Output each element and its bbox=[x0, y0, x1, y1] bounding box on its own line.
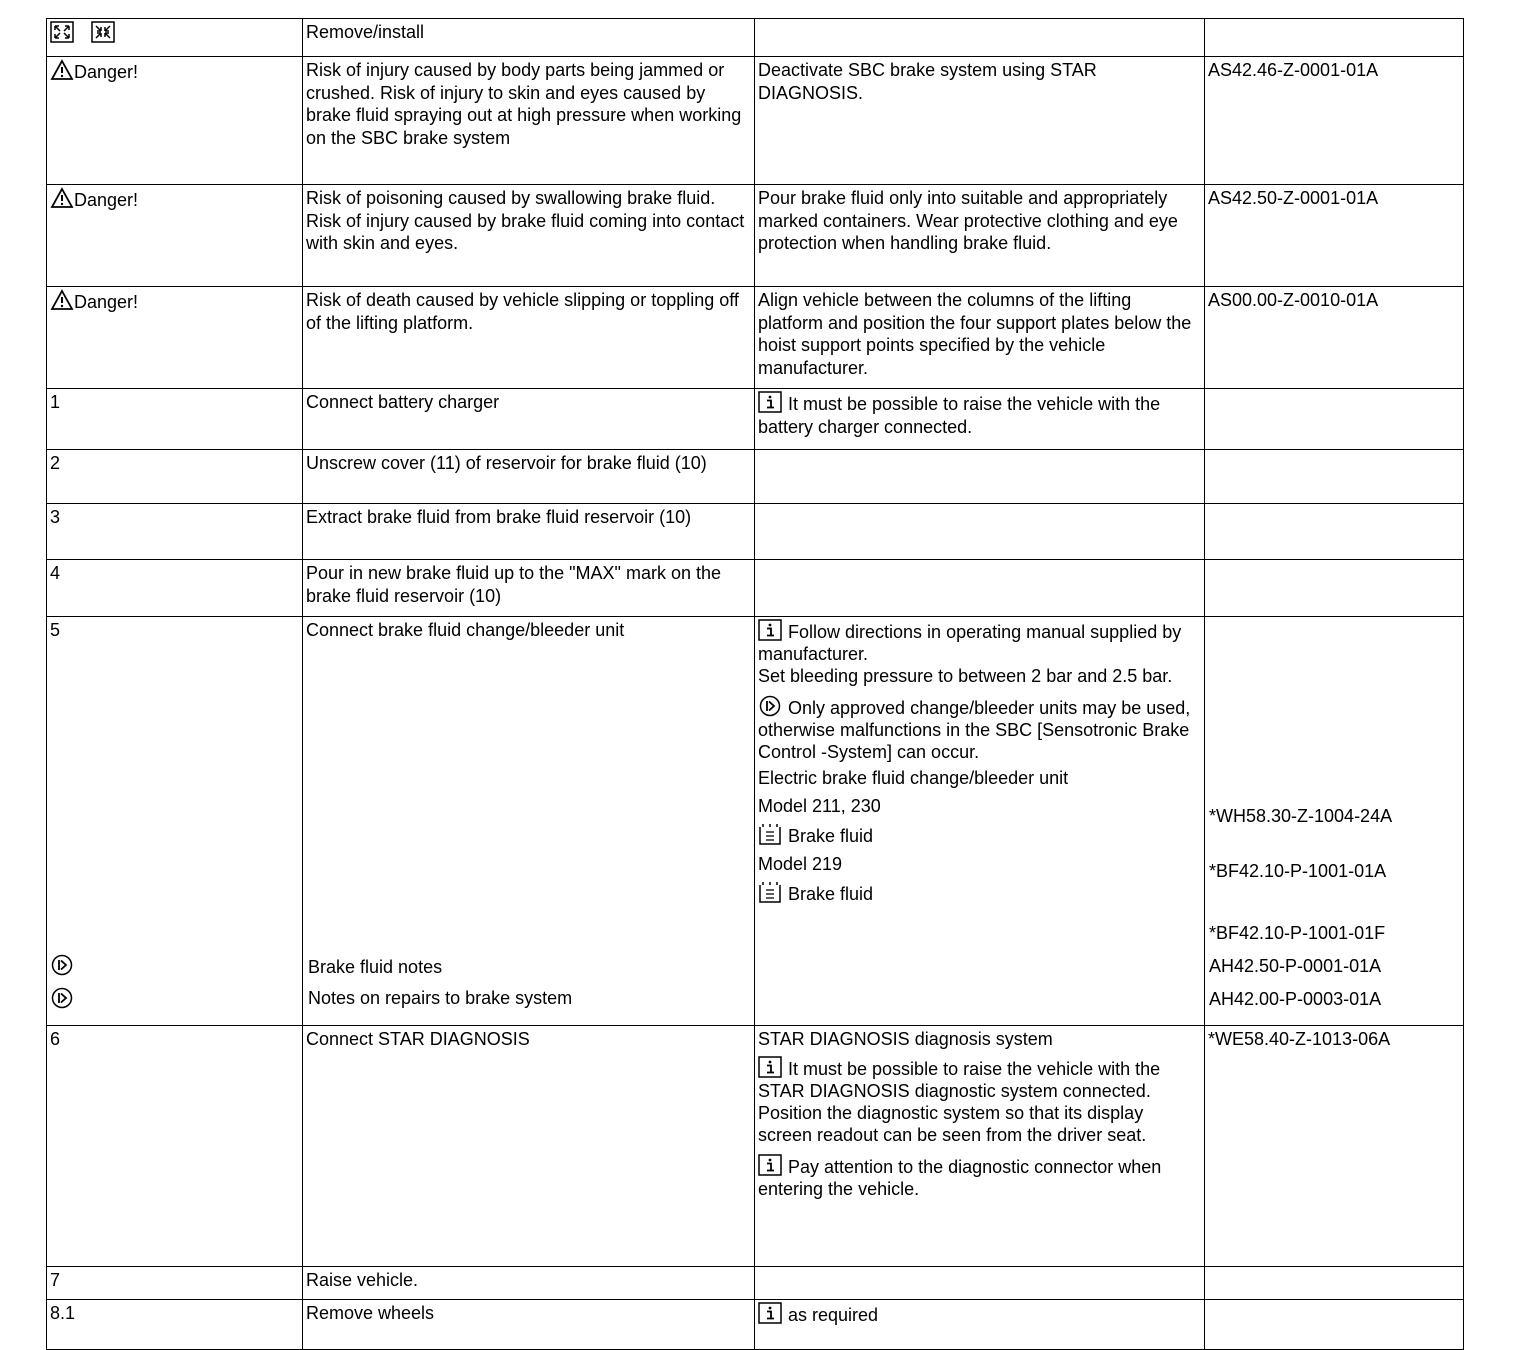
danger-row bbox=[47, 57, 1464, 185]
step-number: 2 bbox=[47, 450, 303, 504]
position-note: Position the diagnostic system so that its display screen readout can be seen from the driver seat. bbox=[758, 1103, 1147, 1145]
measure-text: Pour brake fluid only into suitable and appropriately marked containers. Wear protective clothing and eye protection when handling brake fluid. bbox=[755, 185, 1205, 287]
install-icon bbox=[91, 21, 115, 43]
notes-icon bbox=[50, 954, 74, 982]
measure-text: Deactivate SBC brake system using STAR DIAGNOSIS. bbox=[755, 57, 1205, 185]
risk-text: Risk of death caused by vehicle slipping or toppling off of the lifting platform. bbox=[303, 287, 755, 389]
info-note: Pay attention to the diagnostic connector when entering the vehicle. bbox=[758, 1157, 1162, 1199]
system-label: STAR DIAGNOSIS diagnosis system bbox=[758, 1029, 1053, 1049]
caution-icon bbox=[758, 695, 782, 717]
info-icon bbox=[758, 1154, 782, 1176]
reference-code: AS42.46-Z-0001-01A bbox=[1205, 57, 1464, 185]
reference-code[interactable]: *BF42.10-P-1001-01A bbox=[1209, 861, 1387, 881]
risk-text: Risk of injury caused by body parts being jammed or crushed. Risk of injury to skin and eyes caused by brake fluid spraying out at high pressure when working on the SBC brake system bbox=[303, 57, 755, 185]
unit-label: Electric brake fluid change/bleeder unit bbox=[758, 768, 1069, 788]
reference-code[interactable]: AH42.00-P-0003-01A bbox=[1209, 989, 1382, 1009]
step-text: Connect STAR DIAGNOSIS bbox=[303, 1026, 755, 1267]
step-text: Remove wheels bbox=[303, 1300, 755, 1350]
step-row bbox=[47, 1267, 1464, 1300]
info-icon bbox=[758, 1302, 782, 1324]
risk-text: Risk of poisoning caused by swallowing brake fluid. Risk of injury caused by brake fluid coming into contact with skin and eyes. bbox=[303, 185, 755, 287]
step-number: 8.1 bbox=[47, 1300, 303, 1350]
info-note: Follow directions in operating manual supplied by manufacturer. bbox=[758, 622, 1182, 664]
reference-code[interactable]: *WE58.40-Z-1013-06A bbox=[1205, 1026, 1464, 1267]
danger-label: Danger! bbox=[74, 190, 139, 210]
danger-row bbox=[47, 287, 1464, 389]
reference-code: AS00.00-Z-0010-01A bbox=[1205, 287, 1464, 389]
reference-code[interactable]: *BF42.10-P-1001-01F bbox=[1209, 923, 1386, 943]
remove-icon bbox=[50, 21, 74, 43]
header-icons-cell bbox=[47, 19, 303, 57]
step-row bbox=[47, 617, 1464, 1026]
info-icon bbox=[758, 391, 782, 413]
warning-triangle-icon bbox=[50, 59, 74, 81]
info-icon bbox=[758, 619, 782, 641]
fluid-label: Brake fluid bbox=[788, 884, 874, 904]
step-row bbox=[47, 1026, 1464, 1267]
fluid-label: Brake fluid bbox=[788, 826, 874, 846]
danger-label: Danger! bbox=[74, 292, 139, 312]
pressure-note: Set bleeding pressure to between 2 bar and 2.5 bar. bbox=[758, 666, 1173, 686]
info-icon bbox=[758, 1056, 782, 1078]
step-row bbox=[47, 1300, 1464, 1350]
caution-note: Only approved change/bleeder units may be used, otherwise malfunctions in the SBC [Sensotronic Brake Control -System] can occur. bbox=[758, 698, 1191, 762]
fluid-container-icon bbox=[758, 881, 782, 903]
step-number: 3 bbox=[47, 504, 303, 560]
step-number: 6 bbox=[47, 1026, 303, 1267]
step-number: 5 bbox=[50, 620, 61, 640]
step-text: Connect battery charger bbox=[303, 389, 755, 450]
procedure-table bbox=[46, 18, 1464, 1350]
info-note: It must be possible to raise the vehicle with the STAR DIAGNOSIS diagnostic system connected. bbox=[758, 1059, 1161, 1101]
fluid-container-icon bbox=[758, 823, 782, 845]
reference-code[interactable]: *WH58.30-Z-1004-24A bbox=[1209, 806, 1393, 826]
step-text: Extract brake fluid from brake fluid reservoir (10) bbox=[303, 504, 755, 560]
note-link[interactable]: Notes on repairs to brake system bbox=[308, 988, 573, 1008]
step-text: Raise vehicle. bbox=[303, 1267, 755, 1300]
step-number: 1 bbox=[47, 389, 303, 450]
reference-code: AS42.50-Z-0001-01A bbox=[1205, 185, 1464, 287]
step-text: Connect brake fluid change/bleeder unit bbox=[306, 620, 625, 640]
step-row bbox=[47, 560, 1464, 617]
step-row bbox=[47, 450, 1464, 504]
measure-text: Align vehicle between the columns of the lifting platform and position the four support plates below the hoist support points specified by the vehicle manufacturer. bbox=[755, 287, 1205, 389]
step-number: 7 bbox=[47, 1267, 303, 1300]
model-label: Model 211, 230 bbox=[758, 796, 881, 816]
note-link[interactable]: Brake fluid notes bbox=[308, 957, 443, 977]
danger-label: Danger! bbox=[74, 62, 139, 82]
step-note: It must be possible to raise the vehicle with the battery charger connected. bbox=[758, 394, 1161, 437]
step-text: Pour in new brake fluid up to the "MAX" mark on the brake fluid reservoir (10) bbox=[303, 560, 755, 617]
notes-icon bbox=[50, 987, 74, 1015]
step-note: as required bbox=[788, 1305, 879, 1325]
header-title: Remove/install bbox=[303, 19, 755, 57]
reference-code[interactable]: AH42.50-P-0001-01A bbox=[1209, 956, 1382, 976]
warning-triangle-icon bbox=[50, 187, 74, 209]
step-number: 4 bbox=[47, 560, 303, 617]
step-row bbox=[47, 389, 1464, 450]
danger-row bbox=[47, 185, 1464, 287]
header-row bbox=[47, 19, 1464, 57]
warning-triangle-icon bbox=[50, 289, 74, 311]
step-row bbox=[47, 504, 1464, 560]
model-label: Model 219 bbox=[758, 854, 843, 874]
step-text: Unscrew cover (11) of reservoir for brake fluid (10) bbox=[303, 450, 755, 504]
